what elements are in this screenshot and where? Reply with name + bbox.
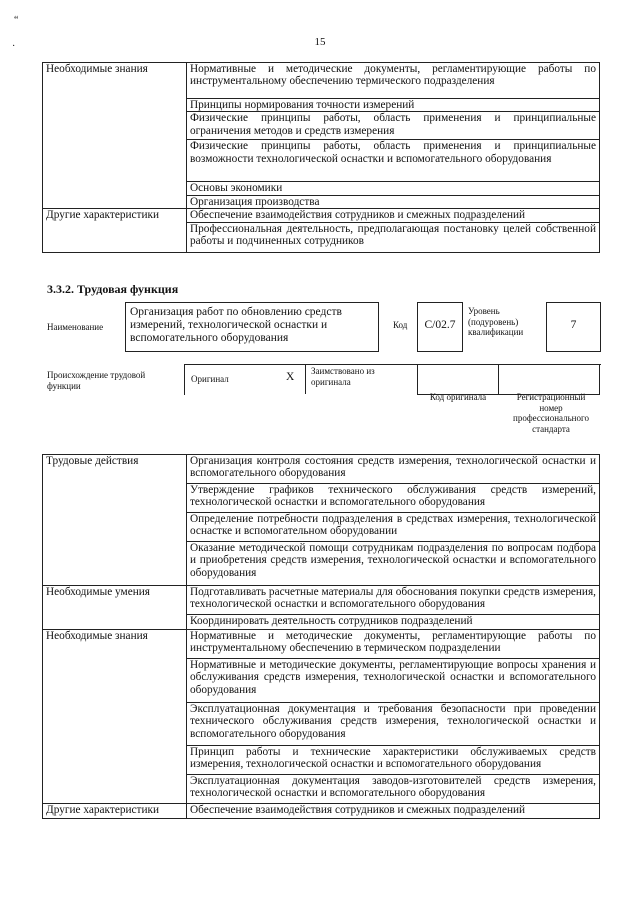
divider: [599, 364, 600, 394]
borrowed-label: Заимствовано из оригинала: [311, 366, 375, 387]
table-cell: Принцип работы и технические характеристики обслуживаемых средств измерения, технологической оснастки и вспомогательного оборудования: [187, 746, 600, 775]
table-cell: Утверждение графиков технического обслуживания средств измерений, технологической оснастки и вспомогательного оборудования: [187, 484, 600, 513]
row-label-knowledge: Необходимые знания: [43, 630, 187, 804]
level-label: Уровень (подуровень) квалификации: [468, 306, 524, 337]
level-value: 7: [570, 319, 577, 331]
row-label-skills: Необходимые умения: [43, 586, 187, 630]
table-cell: Определение потребности подразделения в средствах измерения, технологической оснастке и вспомогательном оборудовании: [187, 513, 600, 542]
table-cell: Физические принципы работы, область применения и принципиальные ограничения методов и средств измерения: [187, 112, 600, 140]
row-label-other: Другие характеристики: [43, 804, 187, 819]
code-value: С/02.7: [424, 319, 456, 331]
table-cell: Обеспечение взаимодействия сотрудников и смежных подразделений: [187, 208, 600, 222]
table-cell: Профессиональная деятельность, предполагающая постановку целей собственной работы и подчиненных сотрудников: [187, 222, 600, 252]
table-cell: Подготавливать расчетные материалы для обоснования покупки средств измерения, технологической оснастки и вспомогательного оборудования: [187, 586, 600, 615]
table-cell: Организация контроля состояния средств измерения, технологической оснастки и вспомогательного оборудования: [187, 455, 600, 484]
divider: [305, 364, 306, 394]
scan-mark-quote: “: [14, 15, 19, 26]
reg-number-label: Регистрационный номер профессионального стандарта: [513, 392, 589, 434]
table-cell: Физические принципы работы, область применения и принципиальные возможности технологической оснастки и вспомогательного оборудования: [187, 140, 600, 182]
table-cell: Оказание методической помощи сотрудникам подразделения по вопросам подбора и приобретения средств измерения, технологической оснастки и вспомогательного оборудования: [187, 542, 600, 586]
code-box: [417, 302, 463, 352]
row-label-other: Другие характеристики: [43, 208, 187, 252]
row-label-knowledge: Необходимые знания: [43, 63, 187, 209]
skills-table-continued: [42, 62, 600, 253]
table-cell: Эксплуатационная документация и требования безопасности при проведении технического обслуживания средств измерения, технологической оснастки и вспомогательного оборудования: [187, 703, 600, 746]
origin-label: Происхождение трудовой функции: [47, 370, 146, 391]
table-cell: Нормативные и методические документы, регламентирующие работы по инструментальному обеспечению в термическом подразделении: [187, 630, 600, 659]
table-cell: Обеспечение взаимодействия сотрудников и смежных подразделений: [187, 804, 600, 819]
table-cell: Принципы нормирования точности измерений: [187, 99, 600, 112]
scan-mark-dot: ·: [12, 41, 16, 52]
table-cell: Организация производства: [187, 195, 600, 208]
table-cell: Основы экономики: [187, 182, 600, 195]
function-name: Организация работ по обновлению средств измерений, технологической оснастки и вспомогательного оборудования: [130, 306, 342, 344]
code-label: Код: [393, 320, 408, 330]
labor-function-table: [42, 454, 600, 819]
name-box: [125, 302, 379, 352]
page-number: 15: [314, 36, 326, 48]
level-box: [546, 302, 601, 352]
name-label: Наименование: [47, 322, 104, 332]
original-label: Оригинал: [191, 374, 229, 384]
table-cell: Эксплуатационная документация заводов-изготовителей средств измерения, технологической оснастки и вспомогательного оборудования: [187, 775, 600, 804]
table-cell: Нормативные и методические документы, регламентирующие вопросы хранения и обслуживания средств измерения, технологической оснастки и вспомогательного оборудования: [187, 659, 600, 703]
row-label-actions: Трудовые действия: [43, 455, 187, 586]
original-mark: X: [286, 371, 295, 383]
section-heading: 3.3.2. Трудовая функция: [47, 282, 179, 296]
divider: [417, 364, 418, 394]
table-cell: Координировать деятельность сотрудников подразделений: [187, 615, 600, 630]
table-cell: Нормативные и методические документы, регламентирующие работы по инструментальному обеспечению термического подразделения: [187, 63, 600, 99]
divider: [498, 364, 499, 394]
code-original-label: Код оригинала: [429, 392, 487, 402]
